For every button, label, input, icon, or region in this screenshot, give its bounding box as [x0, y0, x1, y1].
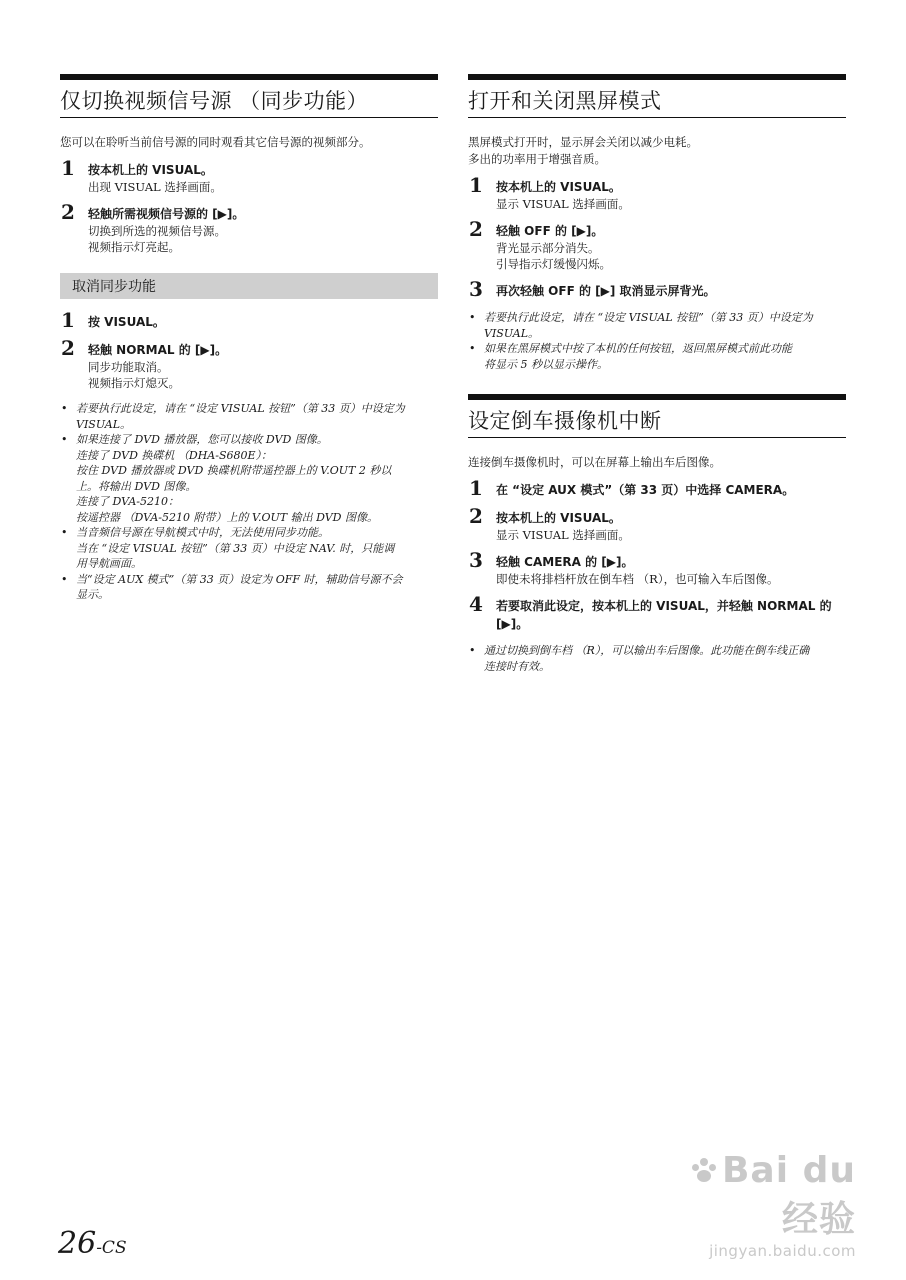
step-title: 按本机上的 VISUAL。 — [88, 163, 213, 177]
notes-list — [468, 310, 846, 372]
note-item — [60, 525, 438, 572]
subsection-title: 取消同步功能 — [60, 273, 438, 299]
step-number: 2 — [61, 336, 75, 360]
step-description-line: 视频指示灯亮起。 — [88, 240, 180, 254]
section-title: 设定倒车摄像机中断 — [468, 394, 846, 438]
step-title: 若要取消此设定，按本机上的 VISUAL，并轻触 NORMAL 的 [▶]。 — [496, 599, 832, 631]
step-item — [468, 504, 846, 543]
note-text: 当“设定 AUX 模式”（第 33 页）设定为 OFF 时，辅助信号源不会 显示。 — [76, 572, 403, 601]
watermark-logo-text: Bai du 经验 — [721, 1150, 856, 1240]
note-item — [60, 572, 438, 603]
page-number-suffix: -CS — [96, 1238, 127, 1258]
note-item — [468, 643, 846, 674]
step-number: 2 — [469, 504, 483, 528]
watermark-logo — [646, 1150, 856, 1242]
section-intro: 连接倒车摄像机时，可以在屏幕上输出车后图像。 — [468, 455, 721, 469]
step-number: 4 — [469, 592, 483, 616]
bullet-icon: • — [61, 572, 68, 586]
step-description — [496, 571, 846, 587]
step-title: 轻触所需视频信号源的 [▶]。 — [88, 207, 245, 221]
right-column — [468, 74, 846, 674]
section-reverse-camera — [468, 394, 846, 674]
step-title: 按本机上的 VISUAL。 — [496, 180, 621, 194]
step-description — [88, 359, 438, 391]
step-title: 轻触 NORMAL 的 [▶]。 — [88, 343, 228, 357]
notes-list — [468, 643, 846, 674]
step-list — [60, 308, 438, 391]
step-description-line: 背光显示部分消失。 — [496, 241, 600, 255]
bullet-icon: • — [61, 402, 68, 415]
step-description — [88, 223, 438, 255]
step-description-line: 同步功能取消。 — [88, 360, 169, 374]
step-item — [468, 592, 846, 633]
step-number: 1 — [469, 173, 483, 197]
bullet-icon: • — [61, 433, 68, 446]
step-description-line: 出现 VISUAL 选择画面。 — [88, 180, 222, 194]
step-description-line: 显示 VISUAL 选择画面。 — [496, 197, 630, 211]
step-description — [496, 527, 846, 543]
step-title: 轻触 CAMERA 的 [▶]。 — [496, 555, 634, 569]
note-text: 当音频信号源在导航模式中时，无法使用同步功能。 当在 “设定 VISUAL 按钮”（第 33 页）中设定 NAV. 时，只能调 用导航画面。 — [76, 526, 395, 570]
step-item — [468, 217, 846, 272]
section-sync — [60, 74, 438, 255]
step-title: 轻触 OFF 的 [▶]。 — [496, 224, 604, 238]
step-description-line: 引导指示灯缓慢闪烁。 — [496, 257, 611, 271]
note-item — [60, 401, 438, 432]
step-title: 再次轻触 OFF 的 [▶] 取消显示屏背光。 — [496, 284, 716, 298]
section-cancel-sync — [60, 273, 438, 603]
step-description — [496, 196, 846, 212]
step-list — [60, 156, 438, 255]
note-item — [468, 341, 846, 372]
note-item — [60, 432, 438, 525]
bullet-icon: • — [469, 311, 476, 324]
step-number: 3 — [469, 277, 483, 301]
step-list — [468, 173, 846, 301]
note-text: 若要执行此设定，请在 “设定 VISUAL 按钮”（第 33 页）中设定为 VISUAL。 — [76, 402, 405, 431]
section-title: 打开和关闭黑屏模式 — [468, 74, 846, 118]
step-item — [60, 156, 438, 195]
step-description — [88, 179, 438, 195]
step-number: 3 — [469, 548, 483, 572]
step-item — [468, 277, 846, 301]
step-description-line: 切换到所选的视频信号源。 — [88, 224, 226, 238]
bullet-icon: • — [469, 342, 476, 355]
step-number: 1 — [61, 308, 75, 332]
note-text: 如果连接了 DVD 播放器，您可以接收 DVD 图像。 连接了 DVD 换碟机 （DHA-S680E）： 按住 DVD 播放器或 DVD 换碟机附带遥控器上的 V.OUT 2 秒以 上。将输出 DVD 图像。 连接了 DVA-5210： 按遥控器 （DVA-5210 附带）上的 V.OUT 输出 DVD 图像。 — [76, 433, 392, 524]
step-number: 1 — [61, 156, 75, 180]
step-title: 在 “设定 AUX 模式”（第 33 页）中选择 CAMERA。 — [496, 483, 795, 497]
note-text: 通过切换到倒车档 （R），可以输出车后图像。此功能在倒车线正确 连接时有效。 — [484, 644, 810, 673]
step-item — [60, 308, 438, 332]
step-description-line: 视频指示灯熄灭。 — [88, 376, 180, 390]
note-item — [468, 310, 846, 341]
paw-icon — [691, 1158, 717, 1184]
note-text: 如果在黑屏模式中按了本机的任何按钮，返回黑屏模式前此功能 将显示 5 秒以显示操作。 — [484, 342, 792, 371]
watermark-url: jingyan.baidu.com — [709, 1242, 856, 1260]
left-column — [60, 74, 438, 603]
step-list — [468, 476, 846, 633]
note-text: 若要执行此设定，请在 “设定 VISUAL 按钮”（第 33 页）中设定为 VISUAL。 — [484, 311, 813, 340]
section-intro: 黑屏模式打开时，显示屏会关闭以减少电耗。 多出的功率用于增强音质。 — [468, 135, 698, 166]
step-number: 2 — [469, 217, 483, 241]
step-number: 1 — [469, 476, 483, 500]
step-description — [496, 240, 846, 272]
watermark — [646, 1150, 856, 1260]
section-black-screen — [468, 74, 846, 372]
step-item — [468, 476, 846, 500]
step-description-line: 即使未将排档杆放在倒车档 （R），也可输入车后图像。 — [496, 572, 779, 586]
step-title: 按 VISUAL。 — [88, 315, 165, 329]
section-intro: 您可以在聆听当前信号源的同时观看其它信号源的视频部分。 — [60, 135, 371, 149]
step-title: 按本机上的 VISUAL。 — [496, 511, 621, 525]
step-item — [468, 173, 846, 212]
step-item — [468, 548, 846, 587]
page-number — [58, 1226, 127, 1261]
bullet-icon: • — [61, 526, 68, 539]
section-title: 仅切换视频信号源 （同步功能） — [60, 74, 438, 118]
notes-list — [60, 401, 438, 603]
step-description-line: 显示 VISUAL 选择画面。 — [496, 528, 630, 542]
step-item — [60, 200, 438, 255]
bullet-icon: • — [469, 644, 476, 657]
step-number: 2 — [61, 200, 75, 224]
page-number-value: 26 — [58, 1226, 97, 1261]
step-item — [60, 336, 438, 391]
